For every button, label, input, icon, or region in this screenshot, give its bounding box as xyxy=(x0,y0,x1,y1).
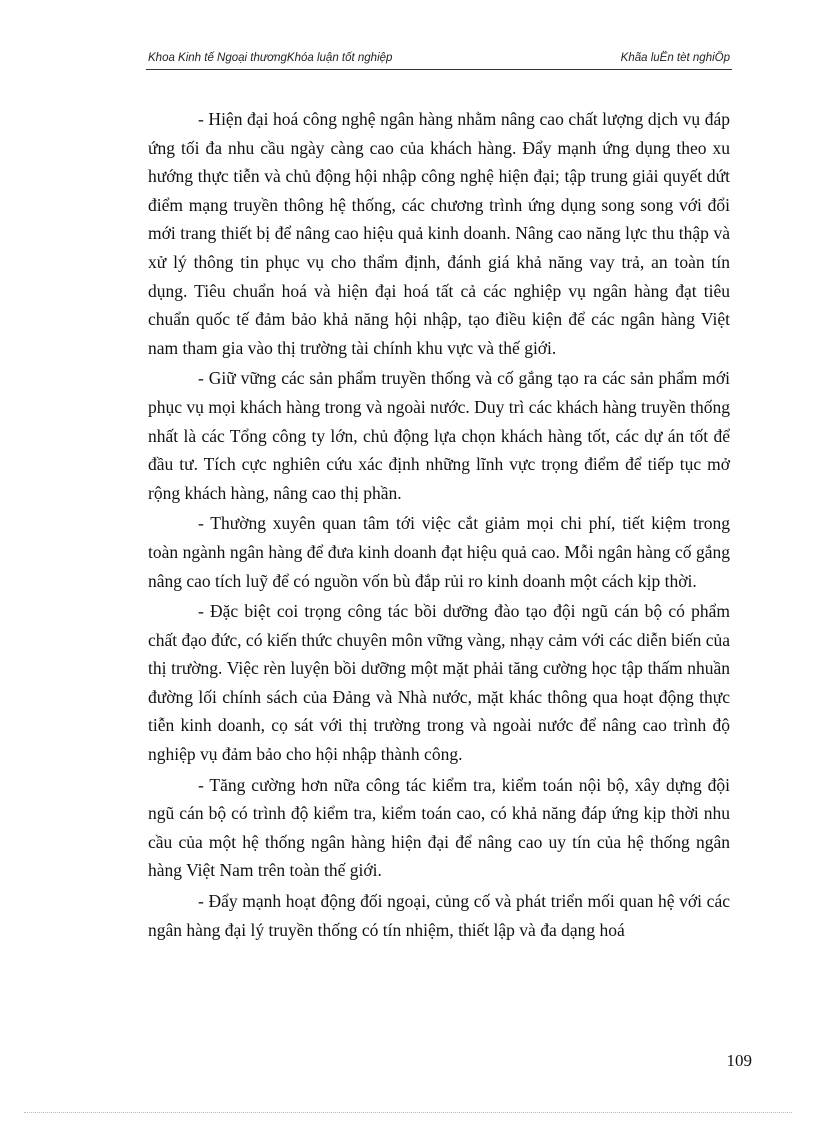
paragraph-products: - Giữ vững các sản phẩm truyền thống và cố gắng tạo ra các sản phẩm mới phục vụ mọi khách hàng trong và ngoài nước. Duy trì các khách hàng truyền thống nhất là các Tổng công ty lớn, chủ động lựa chọn khách hàng tốt, các dự án tốt để đầu tư. Tích cực nghiên cứu xác định những lĩnh vực trọng điểm để tiếp tục mở rộng khách hàng, nâng cao thị phần. xyxy=(148,368,730,503)
bottom-divider xyxy=(24,1112,792,1113)
page-number: 109 xyxy=(726,1051,752,1070)
header-right-text: Khãa luËn tèt nghiÖp xyxy=(620,52,730,64)
header-left-text: Khoa Kinh tế Ngoại thươngKhóa luận tốt nghiệp xyxy=(148,52,393,64)
header-divider xyxy=(146,69,732,70)
paragraph-technology: - Hiện đại hoá công nghệ ngân hàng nhằm nâng cao chất lượng dịch vụ đáp ứng tối đa nhu cầu ngày càng cao của khách hàng. Đẩy mạnh ứng dụng theo xu hướng thực tiễn và chủ động hội nhập công nghệ hiện đại; tập trung giải quyết dứt điểm mạng truyền thông hệ thống, các chương trình ứng dụng song song với đổi mới trang thiết bị để nâng cao hiệu quả kinh doanh. Nâng cao năng lực thu thập và xử lý thông tin phục vụ cho thẩm định, đánh giá khả năng vay trả, an toàn tín dụng. Tiêu chuẩn hoá và hiện đại hoá tất cả các nghiệp vụ ngân hàng đạt tiêu chuẩn quốc tế đảm bảo khả năng hội nhập, tạo điều kiện để các ngân hàng Việt nam tham gia vào thị trường tài chính khu vực và thế giới. xyxy=(148,109,730,358)
paragraph-training: - Đặc biệt coi trọng công tác bồi dưỡng đào tạo đội ngũ cán bộ có phẩm chất đạo đức, có kiến thức chuyên môn vững vàng, nhạy cảm với các diễn biến của thị trường. Việc rèn luyện bồi dưỡng một mặt phải tăng cường học tập thấm nhuần đường lối chính sách của Đảng và Nhà nước, mặt khác thông qua hoạt động thực tiễn kinh doanh, cọ sát với thị trường trong và ngoài nước để nâng cao trình độ nghiệp vụ đảm bảo cho hội nhập thành công. xyxy=(148,601,730,765)
paragraph-foreign-relations: - Đẩy mạnh hoạt động đối ngoại, củng cố và phát triển mối quan hệ với các ngân hàng đại lý truyền thống có tín nhiệm, thiết lập và đa dạng hoá xyxy=(148,891,730,940)
running-header xyxy=(148,50,730,70)
paragraph-audit: - Tăng cường hơn nữa công tác kiểm tra, kiểm toán nội bộ, xây dựng đội ngũ cán bộ có trình độ kiểm tra, kiểm toán cao, có khả năng đáp ứng kịp thời nhu cầu của một hệ thống ngân hàng hiện đại để nâng cao uy tín của hệ thống ngân hàng Việt Nam trên toàn thế giới. xyxy=(148,774,730,881)
body-text xyxy=(148,105,730,946)
paragraph-costs: - Thường xuyên quan tâm tới việc cắt giảm mọi chi phí, tiết kiệm trong toàn ngành ngân hàng để đưa kinh doanh đạt hiệu quả cao. Mỗi ngân hàng cố gắng nâng cao tích luỹ để có nguồn vốn bù đắp rủi ro kinh doanh một cách kịp thời. xyxy=(148,513,730,591)
